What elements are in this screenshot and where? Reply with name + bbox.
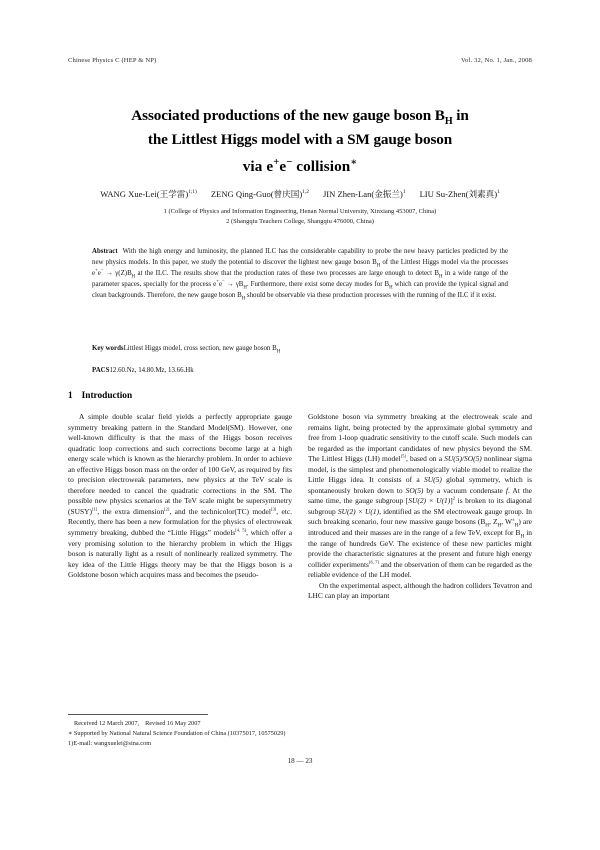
journal-name: Chinese Physics C (HEP & NP) <box>68 57 157 64</box>
left-p1-a: A simple double scalar field yields a perfectly appropriate gauge symmetry breaking pattern in the Standard Model(SM). However, one well-known difficulty is that the mass of the Higgs boson receives quadratic loop corrections and such corrections become large at a high energy scale which is known as the hierarchy problem. In order to achieve an effective Higgs boson mass on the order of 100 GeV, as required by fits to precision electroweak parameters, new physics at the TeV scale is therefore needed to cancel the quadratic corrections in the SM. The possible new physics scenarios at the TeV scale might be supersymmetry (SUSY) <box>68 412 292 516</box>
title-line-1-a: Associated productions of the new gauge boson B <box>131 107 445 124</box>
abstract-sub-h-6: H <box>241 296 246 302</box>
keywords-label: Key words <box>92 345 124 352</box>
left-p1-b: , the extra dimension <box>97 506 165 516</box>
sub-h-bh-2: H <box>520 533 525 540</box>
citation-ref-4-5: [4, 5] <box>235 527 247 533</box>
sub-h-bh: H <box>485 522 490 529</box>
email-text: E-mail: wangxuelei@sina.com <box>73 739 152 747</box>
abstract-text-3: e <box>97 270 101 278</box>
sup-plus-minus-w: ± <box>512 516 515 522</box>
sub-h-zh: H <box>497 522 502 529</box>
math-so5: SO(5) <box>405 485 424 495</box>
math-f: f <box>505 485 508 495</box>
abstract-text-7: e <box>218 281 222 289</box>
author-2-sup: 1,2 <box>302 189 309 196</box>
math-su5-so5: SU(5)/SO(5) <box>444 454 482 464</box>
title-sub-h: H <box>444 116 453 128</box>
support-text: Supported by National Natural Science Foundation of China (10375017, 10575029) <box>73 729 286 737</box>
paper-title <box>56 104 544 179</box>
keywords-text: Littlest Higgs model, cross section, new gauge boson B <box>123 345 277 352</box>
title-line-3-b: e <box>279 158 287 176</box>
abstract-text-5: at the ILC. The results show that the production rates of these two processes are large enough to detect B <box>135 270 439 278</box>
author-2-name: ZENG Qing-Guo(曾庆国) <box>210 189 303 199</box>
citation-ref-6-7: [6, 7] <box>368 559 379 565</box>
keywords-sub-h: H <box>276 349 281 355</box>
right-p1-m: in the range of hundreds GeV. The existence of these new particles might provide the characteristic signatures at the present and future high energy collider experiments <box>308 528 532 569</box>
author-4-name: LIU Su-Zhen(刘素真) <box>419 189 498 199</box>
abstract-text-1: With the high energy and luminosity, the planned ILC has the considerable capability to probe the new heavy particles predicted by the new physics models. In this paper, we study the potential to discover the lightest new gauge boson B <box>92 248 508 267</box>
left-p1-d: , etc. Recently, there has been a new formulation for the physics of electroweak symmetry breaking, dubbed the “Little Higgs” models <box>68 506 292 538</box>
abstract-sub-h-4: H <box>243 285 247 291</box>
body-column-right <box>308 412 532 602</box>
author-4 <box>420 189 500 199</box>
right-p1-j: , Z <box>489 517 498 527</box>
right-p1-k: , W <box>501 517 513 527</box>
abstract-sub-h-5: H <box>389 285 393 291</box>
body-column-left <box>68 412 292 581</box>
abstract-text-9: . Furthermore, there exist some decay modes for B <box>246 281 390 289</box>
right-p1-n: and the observation of them can be regarded as the reliable evidence of the LH model. <box>308 559 532 580</box>
abstract-sup-plus-1: + <box>95 268 98 274</box>
abstract-sub-h-1: H <box>376 263 381 269</box>
abstract-sub-h-3: H <box>438 274 443 280</box>
right-p1-d: global symmetry, which is spontaneously broken down to <box>308 475 532 495</box>
abstract-sup-minus-1: − <box>100 268 104 274</box>
math-su2-u1: SU(2) × U(1) <box>408 496 451 506</box>
abstract-sub-h-2: H <box>131 274 136 280</box>
pacs-text: 12.60.Nz, 14.80.Mz, 13.66.Hk <box>109 367 194 374</box>
abstract-text-2: of the Littlest Higgs model via the processes e <box>92 259 509 278</box>
author-3 <box>323 189 406 199</box>
title-sup-minus: − <box>286 157 293 168</box>
support-star-marker: ∗ <box>68 729 73 737</box>
journal-issue: Vol. 32, No. 1, Jan., 2008 <box>461 57 532 64</box>
section-title: Introduction <box>81 391 133 401</box>
right-p1-a: Goldstone boson via symmetry breaking at the electroweak scale and remains light, being protected by the approximate global symmetry and free from 1-loop quadratic sensitivity to the cutoff scale. Such models can be regarded as the important candidates of new physics beyond the SM. The Littlest Higgs (LH) model <box>308 412 532 464</box>
email-marker: 1) <box>68 739 74 747</box>
title-footnote-star: ∗ <box>350 157 358 168</box>
keywords <box>92 343 508 354</box>
math-exponent-2: 2 <box>452 495 456 501</box>
right-p1-e: by a vacuum condensate <box>423 485 506 495</box>
title-line-1 <box>56 104 544 128</box>
right-paragraph-2: On the experimental aspect, although the hadron colliders Tevatron and LHC can play an important <box>308 580 532 601</box>
right-paragraph-1 <box>308 412 532 581</box>
abstract-sup-plus-2: + <box>216 279 219 285</box>
citation-ref-3: [3] <box>270 506 277 512</box>
page-range: 18 — 23 <box>287 757 313 765</box>
section-heading <box>68 391 132 401</box>
math-su2-u1-b: SU(2) × U(1) <box>337 506 380 516</box>
right-p1-i: , identified as the SM electroweak gauge group. In such breaking scenario, four new massive gauge bosons (B <box>308 506 533 527</box>
pacs <box>92 365 508 376</box>
author-list <box>50 188 550 200</box>
right-p1-h: is broken to its diagonal subgroup <box>308 496 532 516</box>
author-1 <box>100 189 197 199</box>
abstract-sup-minus-2: − <box>222 279 225 285</box>
title-line-3-c: collision <box>292 158 351 176</box>
abstract-text-4: → γ(Z)B <box>103 270 132 278</box>
footnotes <box>68 719 468 748</box>
footnote-support <box>68 729 468 739</box>
left-paragraph-1 <box>68 412 292 581</box>
title-line-1-b: in <box>452 107 469 124</box>
citation-ref-1: [1] <box>91 506 98 512</box>
left-p1-e: , which offer a very promising solution to the hierarchy problem in which the Higgs boson is naturally light as a result of nonlinearly realized symmetry. The key idea of the Little Higgs theory may be that the Higgs boson is a Goldstone boson which acquires mass and becomes the pseudo- <box>68 528 293 580</box>
section-number: 1 <box>68 391 73 401</box>
abstract-text-11: should be observable via these production processes with the running of the ILC if it exist. <box>245 292 497 300</box>
author-1-name: WANG Xue-Lei(王学雷) <box>100 189 189 199</box>
left-p1-c: , and the technicolor(TC) model <box>169 506 271 516</box>
right-p1-b: , based on a <box>405 454 445 464</box>
footnote-email <box>68 739 468 749</box>
citation-ref-5: [5] <box>400 453 406 459</box>
footnote-received <box>68 719 468 729</box>
affiliation-2: 2 (Shangqiu Teachers College, Shangqiu 476000, China) <box>226 218 374 225</box>
right-p1-c: nonlinear sigma model, is the simplest and phenomenologically viable model to realize the Little Higgs idea. It consists of a <box>308 454 532 485</box>
abstract <box>92 246 508 301</box>
affiliation-1: 1 (College of Physics and Information Engineering, Henan Normal University, Xinxiang 453007, China) <box>163 208 437 215</box>
right-p1-f: . At the same time, the gauge subgroup [ <box>308 485 532 506</box>
title-line-3-a: via e <box>242 158 274 176</box>
right-p1-l: ) are introduced and their masses are in the range of a few TeV, except for B <box>308 517 532 538</box>
sub-h-wh: H <box>514 522 519 529</box>
title-line-3 <box>56 151 544 179</box>
received-date: Received 12 March 2007, <box>74 720 140 727</box>
author-3-sup: 1 <box>402 189 406 196</box>
author-4-sup: 1 <box>497 189 500 196</box>
author-2 <box>211 189 309 199</box>
author-3-name: JIN Zhen-Lan(金振兰) <box>322 189 403 199</box>
footnote-divider <box>68 714 208 715</box>
abstract-text-10: which can provide the typical signal and clean backgrounds. Therefore, the new gauge boson B <box>92 281 508 300</box>
revised-date: Revised 16 May 2007 <box>145 720 201 727</box>
author-1-sup: 1;1) <box>188 189 197 196</box>
running-head <box>68 57 532 64</box>
abstract-text-6: in a wide range of the parameter spaces, specially for the process e <box>92 270 508 289</box>
abstract-text-8: → γB <box>224 281 244 289</box>
citation-ref-2: [2] <box>164 506 170 512</box>
math-su5: SU(5) <box>424 475 442 485</box>
right-p1-g: ] <box>450 496 453 506</box>
pacs-label: PACS <box>92 367 110 374</box>
abstract-label: Abstract <box>92 248 118 255</box>
title-sup-plus: + <box>273 157 280 168</box>
title-line-2: the Littlest Higgs model with a SM gauge boson <box>147 130 453 148</box>
